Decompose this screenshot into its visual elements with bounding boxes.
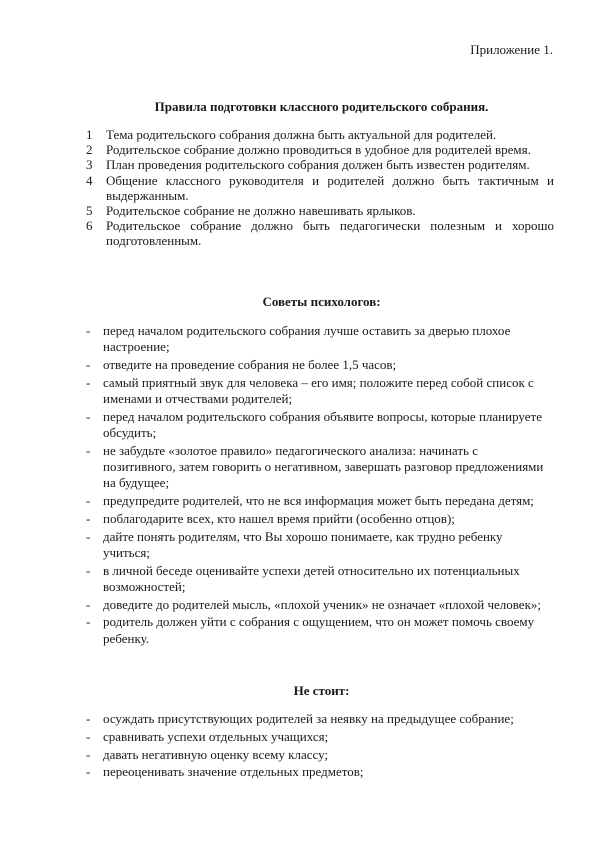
rule-text: Родительское собрание должно проводиться в удобное для родителей время. (106, 142, 531, 158)
advice-item (86, 563, 552, 595)
dash-bullet: - (86, 614, 91, 630)
dash-bullet: - (86, 357, 91, 372)
dash-bullet: - (86, 764, 91, 780)
advice-item (86, 409, 552, 441)
dash-bullet: - (86, 374, 91, 390)
rule-text: Родительское собрание не должно навешивать ярлыков. (106, 203, 416, 219)
dont-item (86, 711, 552, 727)
rule-item (86, 218, 554, 248)
rule-text: Родительское собрание должно быть педагогически полезным и хорошо подготовленным. (106, 218, 554, 249)
advice-item (86, 614, 552, 646)
rule-item (86, 173, 554, 203)
advice-item (86, 375, 552, 407)
dash-bullet: - (86, 493, 91, 508)
rule-number: 6 (86, 218, 93, 234)
dash-bullet: - (86, 323, 91, 338)
advice-item (86, 529, 552, 561)
advice-heading: Советы психологов: (262, 294, 381, 309)
dash-bullet: - (86, 562, 91, 578)
rule-number: 2 (86, 142, 93, 158)
dash-bullet: - (86, 442, 91, 458)
advice-text: родитель должен уйти с собрания с ощущением, что он может помочь своему ребенку. (103, 614, 535, 646)
rule-text: Тема родительского собрания должна быть актуальной для родителей. (106, 127, 497, 142)
advice-text: отведите на проведение собрания не более 1,5 часов; (103, 357, 397, 372)
rule-item (86, 142, 554, 157)
advice-item (86, 443, 552, 492)
advice-text: доведите до родителей мысль, «плохой ученик» не означает «плохой человек»; (103, 596, 542, 612)
advice-item (86, 511, 552, 527)
rule-text: Общение классного руководителя и родителей должно быть тактичным и выдержанным. (106, 172, 554, 203)
dash-bullet: - (86, 408, 91, 424)
dash-bullet: - (86, 728, 91, 744)
rule-number: 3 (86, 157, 93, 173)
document-title: Правила подготовки классного родительского собрания. (154, 99, 489, 114)
dash-bullet: - (86, 510, 91, 526)
appendix-label: Приложение 1. (470, 42, 553, 57)
advice-text: поблагодарите всех, кто нашел время прийти (особенно отцов); (103, 510, 455, 526)
advice-text: предупредите родителей, что не вся информация может быть передана детям; (103, 493, 534, 508)
dash-bullet: - (86, 528, 91, 544)
rule-item (86, 203, 554, 218)
advice-text: перед началом родительского собрания объявите вопросы, которые планируете обсудить; (103, 408, 542, 440)
dont-item (86, 747, 552, 763)
advice-list (86, 323, 552, 648)
dash-bullet: - (86, 746, 91, 762)
rule-number: 5 (86, 203, 93, 219)
advice-text: не забудьте «золотое правило» педагогического анализа: начинать с позитивного, затем говорить о негативном, завершать разговор предложениями на будущее; (103, 442, 544, 491)
advice-text: в личной беседе оценивайте успехи детей относительно их потенциальных возможностей; (103, 562, 520, 594)
dont-text: давать негативную оценку всему классу; (103, 746, 329, 762)
dont-item (86, 729, 552, 745)
dont-text: осуждать присутствующих родителей за неявку на предыдущее собрание; (103, 711, 514, 726)
advice-item (86, 357, 552, 373)
rule-number: 4 (86, 172, 93, 188)
dont-text: переоценивать значение отдельных предметов; (103, 764, 364, 780)
advice-text: самый приятный звук для человека – его имя; положите перед собой список с именами и отчествами родителей; (103, 374, 534, 406)
rules-list (86, 127, 554, 249)
dash-bullet: - (86, 596, 91, 612)
rule-number: 1 (86, 127, 93, 142)
dont-item (86, 764, 552, 780)
rule-text: План проведения родительского собрания должен быть известен родителям. (106, 157, 530, 173)
advice-text: перед началом родительского собрания лучше оставить за дверью плохое настроение; (103, 323, 511, 355)
dont-text: сравнивать успехи отдельных учащихся; (103, 728, 329, 744)
advice-item (86, 323, 552, 355)
advice-text: дайте понять родителям, что Вы хорошо понимаете, как трудно ребенку учиться; (103, 528, 503, 560)
rule-item (86, 127, 554, 142)
dont-heading: Не стоит: (293, 683, 350, 698)
rule-item (86, 157, 554, 172)
advice-item (86, 597, 552, 613)
dont-list (86, 711, 552, 782)
dash-bullet: - (86, 711, 91, 726)
advice-item (86, 493, 552, 509)
